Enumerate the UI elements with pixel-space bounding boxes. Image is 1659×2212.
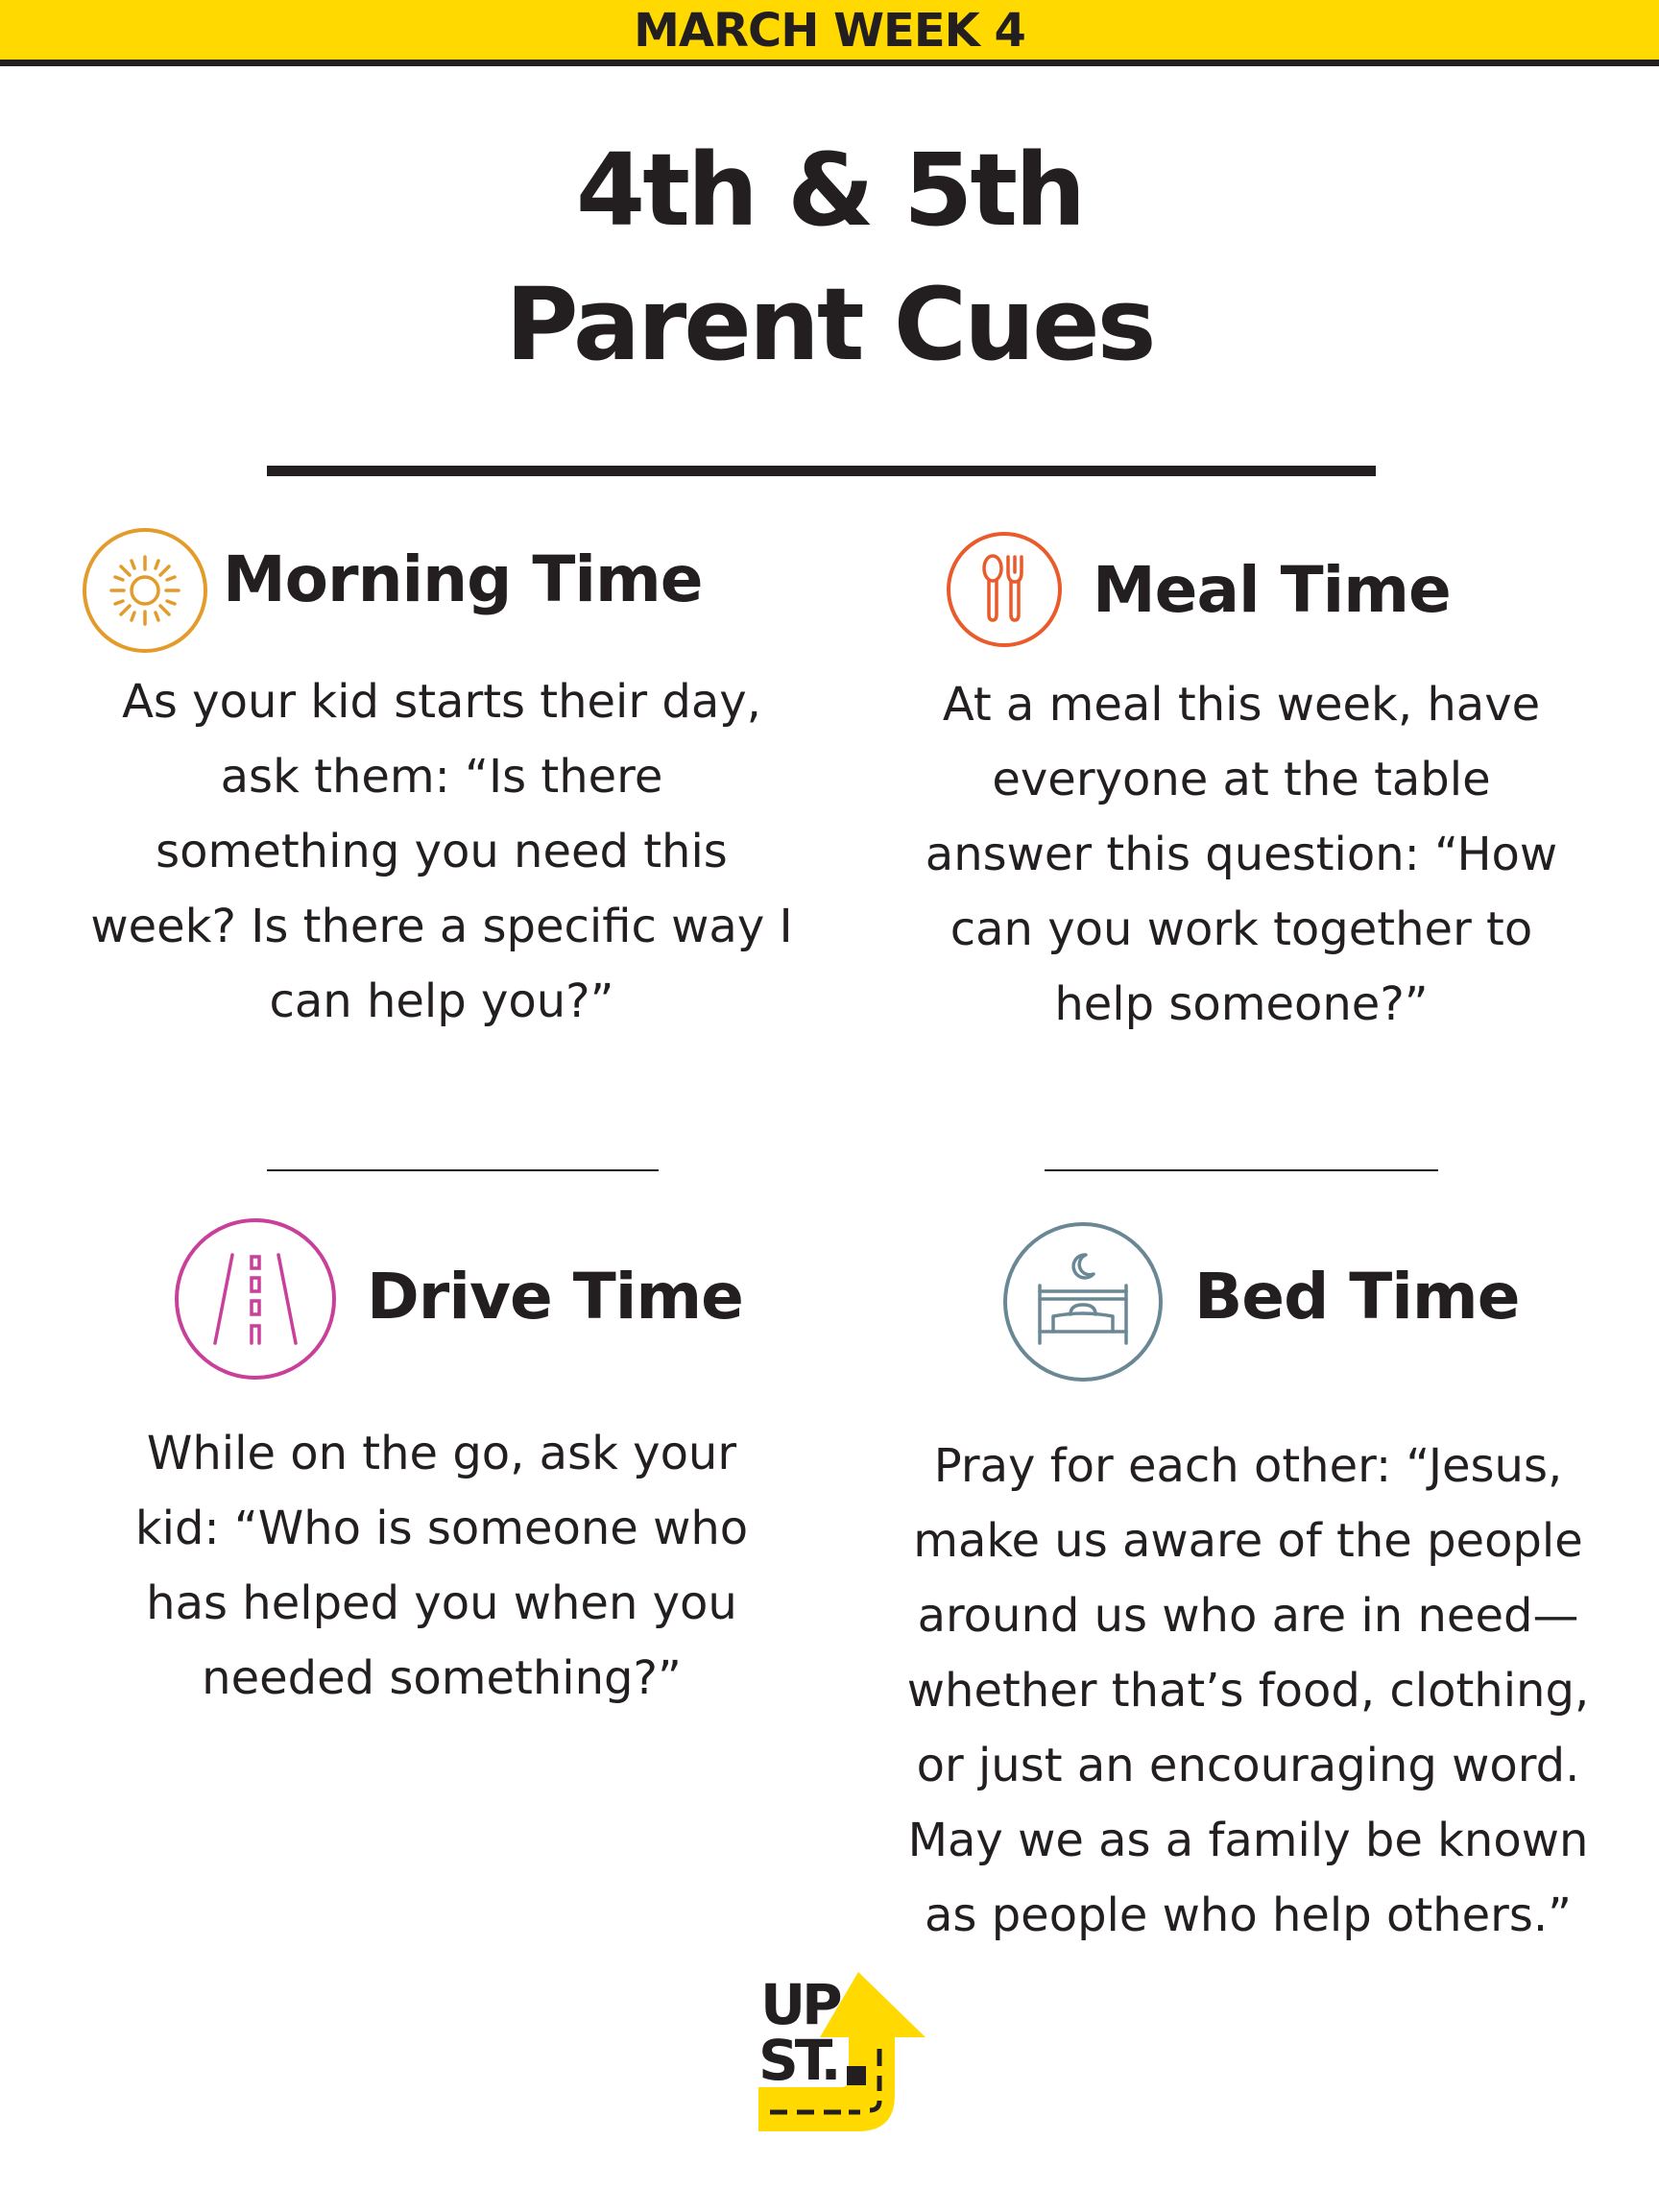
title-line-2: Parent Cues [505,266,1154,383]
meal-body: At a meal this week, have everyone at the table answer this question: “How can you work together to help someone?” [925,678,1558,1031]
drive-heading: Drive Time [367,1260,743,1334]
upstreet-logo [749,1968,931,2139]
week-banner [0,0,1659,66]
utensils-icon [945,530,1064,649]
bed-moon-icon [1001,1220,1165,1383]
bed-body: Pray for each other: “Jesus, make us aware of the people around us who are in need— whether that’s food, clothing, or just an encouraging word. May we as a family be known as people who help others.” [906,1439,1590,1942]
sun-icon [81,526,209,655]
drive-body: While on the go, ask your kid: “Who is someone who has helped you when you needed something?” [134,1427,749,1705]
morning-heading: Morning Time [223,542,703,616]
morning-body: As your kid starts their day, ask them: “Is there something you need this week? Is there a specific way I can help you?” [90,675,793,1028]
title-line-1: 4th & 5th [575,132,1084,249]
meal-divider [1045,1169,1438,1171]
meal-heading: Meal Time [1093,553,1451,627]
logo-text-up: UP [760,1972,839,2037]
title-divider [267,466,1376,476]
bed-heading: Bed Time [1194,1260,1520,1334]
page-title [0,123,1659,392]
logo-text-st: ST. [758,2028,838,2093]
banner-label: MARCH WEEK 4 [634,4,1025,58]
road-icon [173,1216,338,1382]
morning-divider [267,1169,659,1171]
